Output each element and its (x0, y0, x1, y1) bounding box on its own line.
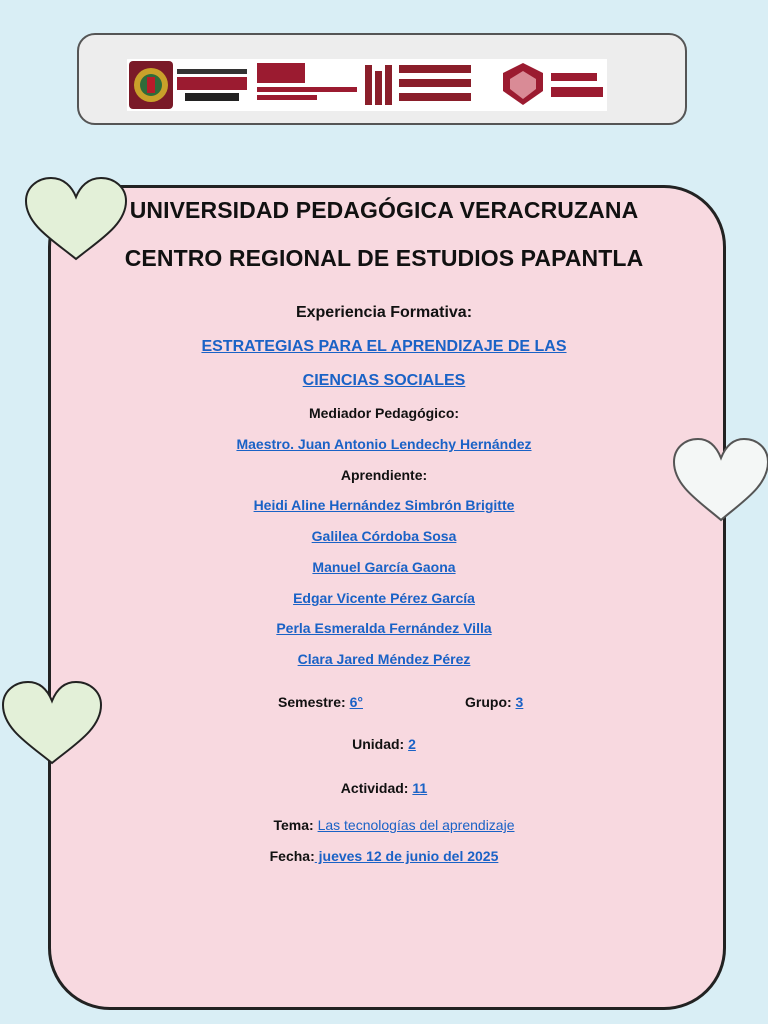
gobierno-veracruz-wordmark (177, 69, 247, 101)
mediator-name-row[interactable] (0, 436, 768, 452)
institution-logos (127, 59, 607, 111)
group-field (465, 694, 523, 710)
activity-value[interactable]: 11 (412, 780, 428, 796)
topic-value[interactable]: Las tecnologías del aprendizaje (317, 817, 515, 833)
group-label: Grupo: (465, 694, 512, 710)
heart-icon (1, 681, 103, 765)
semester-field (278, 694, 363, 710)
por-amor-a-veracruz-logo (503, 63, 603, 105)
student-row[interactable] (0, 651, 768, 667)
student-row[interactable] (0, 497, 768, 513)
semester-label: Semestre: (278, 694, 346, 710)
activity-field (0, 780, 768, 796)
logo-strip (127, 59, 607, 111)
course-name-link-1[interactable]: ESTRATEGIAS PARA EL APRENDIZAJE DE LAS (201, 338, 567, 355)
unit-value[interactable]: 2 (408, 736, 416, 752)
student-name[interactable]: Edgar Vicente Pérez García (293, 590, 475, 606)
course-name-line2[interactable] (0, 372, 768, 390)
topic-field (10, 817, 768, 833)
unit-label: Unidad: (352, 736, 405, 752)
student-row[interactable] (0, 559, 768, 575)
date-label: Fecha: (269, 848, 315, 864)
semester-value[interactable]: 6° (349, 694, 363, 710)
course-label: Experiencia Formativa: (295, 304, 473, 321)
mediator-label: Mediador Pedagógico: (308, 405, 460, 421)
unit-field (0, 736, 768, 752)
university-title: UNIVERSIDAD PEDAGÓGICA VERACRUZANA (129, 197, 639, 223)
mediator-name[interactable]: Maestro. Juan Antonio Lendechy Hernández (236, 436, 532, 452)
group-value[interactable]: 3 (515, 694, 524, 710)
date-value[interactable]: jueves 12 de junio del 2025 (314, 848, 499, 864)
topic-label: Tema: (273, 817, 314, 833)
student-row[interactable] (0, 620, 768, 636)
student-name[interactable]: Galilea Córdoba Sosa (311, 528, 457, 544)
student-name[interactable]: Manuel García Gaona (312, 559, 456, 575)
students-label: Aprendiente: (340, 467, 428, 483)
logo-banner (77, 33, 687, 125)
student-row[interactable] (0, 590, 768, 606)
course-name-link-2[interactable]: CIENCIAS SOCIALES (302, 372, 466, 389)
date-field (0, 848, 768, 864)
upv-logo (365, 65, 471, 105)
student-name[interactable]: Clara Jared Méndez Pérez (297, 651, 471, 667)
student-name[interactable]: Heidi Aline Hernández Simbrón Brigitte (253, 497, 515, 513)
veracruz-seal-logo (129, 61, 173, 109)
activity-label: Actividad: (340, 780, 409, 796)
center-title: CENTRO REGIONAL DE ESTUDIOS PAPANTLA (124, 245, 644, 271)
student-name[interactable]: Perla Esmeralda Fernández Villa (276, 620, 492, 636)
course-name-line1[interactable] (0, 338, 768, 356)
sev-logo (257, 63, 357, 100)
student-row[interactable] (0, 528, 768, 544)
